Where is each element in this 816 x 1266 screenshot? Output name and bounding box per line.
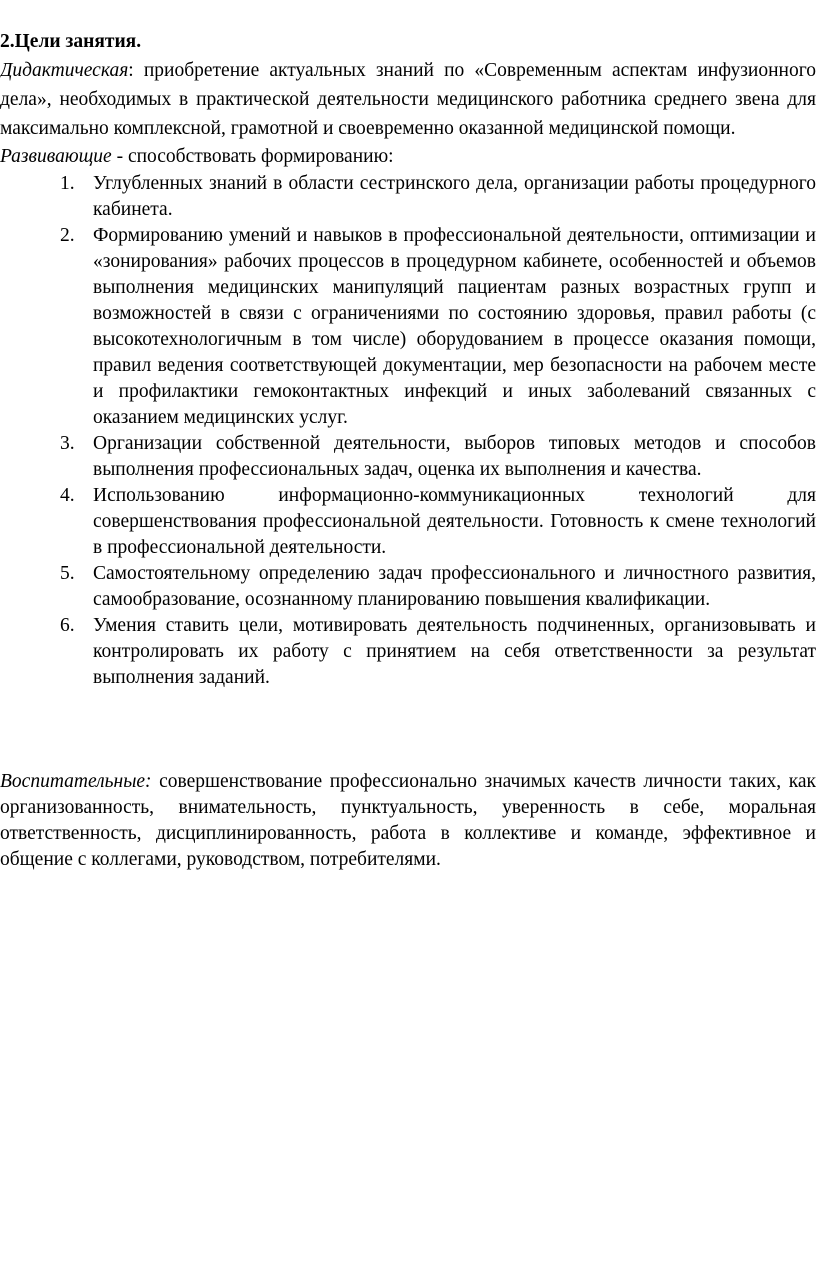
educational-goal: [0, 769, 816, 873]
list-item-number: 6.: [60, 615, 75, 636]
didactic-label: Дидактическая: [0, 60, 129, 81]
list-item: [0, 431, 816, 483]
didactic-text: : приобретение актуальных знаний по «Современным аспектам инфузионного дела», необходимых в практической деятельности медицинского работника среднего звена для максимально комплексной, грамотной и своевременно оказанной медицинской помощи.: [0, 60, 816, 139]
developing-text: - способствовать формированию:: [111, 146, 394, 167]
list-item-text: Организации собственной деятельности, выборов типовых методов и способов выполнения профессиональных задач, оценка их выполнения и качества.: [93, 433, 816, 480]
list-item-text: Углубленных знаний в области сестринского дела, организации работы процедурного кабинета.: [93, 173, 816, 220]
list-item-number: 1.: [60, 173, 75, 194]
developing-goal: [0, 143, 816, 171]
developing-label: Развивающие: [0, 146, 112, 167]
didactic-goal: [0, 56, 816, 143]
list-item-number: 5.: [60, 563, 75, 584]
list-item-text: Самостоятельному определению задач профессионального и личностного развития, самообразование, осознанному планированию повышения квалификации.: [93, 563, 816, 610]
list-item-text: Формированию умений и навыков в профессиональной деятельности, оптимизации и «зонирования» рабочих процессов в процедурном кабинете, особенностей и объемов выполнения медицинских манипуляций пациентам разных возрастных групп и возможностей в связи с ограничениями по состоянию здоровья, правил работы (с высокотехнологичным в том числе) оборудованием в процессе оказания помощи, правил ведения соответствующей документации, мер безопасности на рабочем месте и профилактики гемоконтактных инфекций и иных заболеваний связанных с оказанием медицинских услуг.: [93, 225, 816, 428]
list-item: [0, 223, 816, 431]
list-item: [0, 561, 816, 613]
educational-label: Воспитательные:: [0, 771, 152, 792]
list-item-text: Умения ставить цели, мотивировать деятельность подчиненных, организовывать и контролировать их работу с принятием на себя ответственности за результат выполнения заданий.: [93, 615, 816, 688]
list-item-number: 3.: [60, 433, 75, 454]
list-item-number: 2.: [60, 225, 75, 246]
list-item: [0, 483, 816, 561]
educational-text: совершенствование профессионально значимых качеств личности таких, как организованность, внимательность, пунктуальность, уверенность в себе, моральная ответственность, дисциплинированность, работа в коллективе и команде, эффективное и общение с коллегами, руководством, потребителями.: [0, 771, 816, 870]
list-item-text: Использованию информационно-коммуникационных технологий для совершенствования профессиональной деятельности. Готовность к смене технологий в профессиональной деятельности.: [93, 485, 816, 558]
list-item: [0, 613, 816, 691]
developing-goals-list: [0, 171, 816, 691]
section-heading: 2.Цели занятия.: [0, 31, 142, 52]
blank-space: [0, 691, 816, 769]
list-item-number: 4.: [60, 485, 75, 506]
list-item: [0, 171, 816, 223]
